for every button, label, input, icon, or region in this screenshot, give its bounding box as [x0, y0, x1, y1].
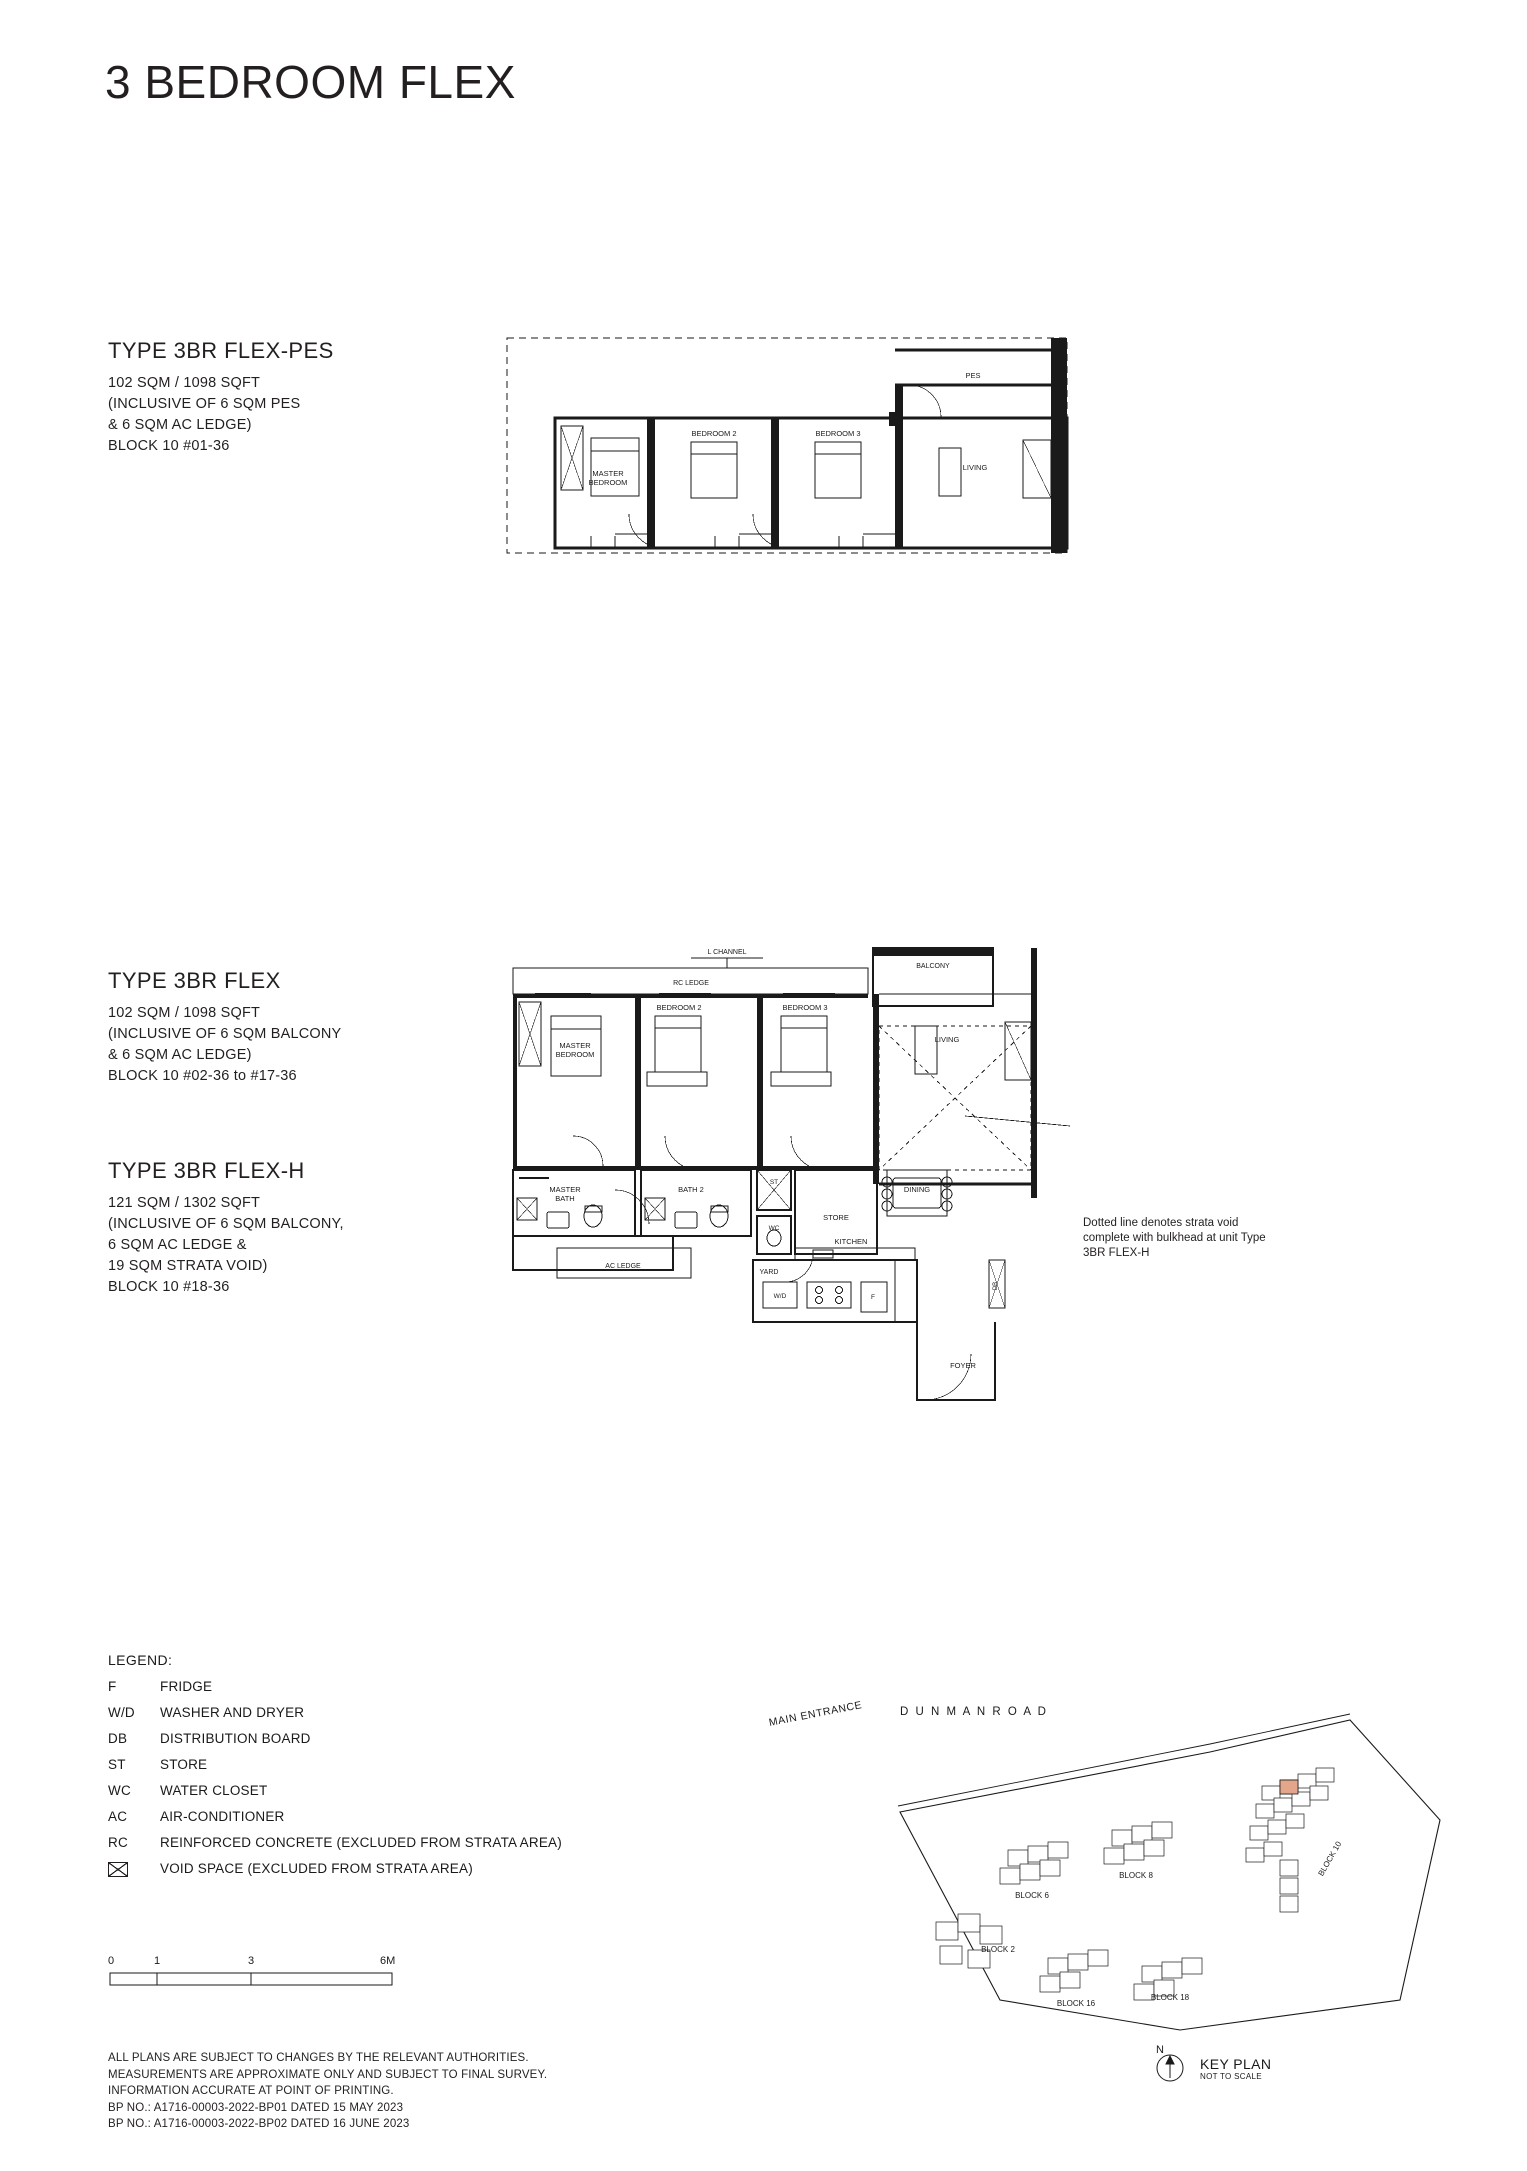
legend-item — [108, 1835, 628, 1850]
strata-void-callout: Dotted line denotes strata void complete with bulkhead at unit Type 3BR FLEX-H — [1083, 1217, 1266, 1259]
void-space-icon — [108, 1862, 128, 1877]
type-detail-line: (INCLUSIVE OF 6 SQM BALCONY, — [108, 1216, 344, 1232]
svg-text:L CHANNEL: L CHANNEL — [707, 949, 747, 956]
scale-bar-labels — [108, 1955, 408, 1969]
legend-key: DB — [108, 1731, 128, 1746]
footer-line: BP NO.: A1716-00003-2022-BP02 DATED 16 JUNE 2023 — [108, 2118, 410, 2130]
type-detail-line: 102 SQM / 1098 SQFT — [108, 1005, 261, 1021]
svg-text:DINING: DINING — [903, 1185, 931, 1194]
type-name: TYPE 3BR FLEX-H — [108, 1158, 305, 1183]
legend-item — [108, 1705, 628, 1720]
type-block-3br-flex-h — [108, 1158, 438, 1298]
svg-text:ST: ST — [769, 1179, 779, 1186]
legend-item — [108, 1731, 628, 1746]
legend-key: W/D — [108, 1705, 135, 1720]
type-block-3br-flex-pes — [108, 338, 438, 457]
svg-text:KITCHEN: KITCHEN — [834, 1237, 868, 1246]
scale-tick-label: 1 — [154, 1955, 161, 1967]
svg-text:W/D: W/D — [773, 1293, 787, 1300]
legend-value: AIR-CONDITIONER — [160, 1809, 285, 1824]
type-detail-line: 121 SQM / 1302 SQFT — [108, 1195, 261, 1211]
legend-value: STORE — [160, 1757, 208, 1772]
legend-value: FRIDGE — [160, 1679, 213, 1694]
keyplan-block-label: BLOCK 16 — [1056, 1999, 1096, 2008]
type-detail-line: & 6 SQM AC LEDGE) — [108, 1047, 252, 1063]
type-detail-line: BLOCK 10 #02-36 to #17-36 — [108, 1068, 297, 1084]
key-plan — [767, 1699, 1480, 2120]
svg-text:BEDROOM 3: BEDROOM 3 — [815, 429, 861, 438]
legend-key: F — [108, 1679, 117, 1694]
page-title: 3 BEDROOM FLEX — [105, 56, 516, 108]
keyplan-road-label: D U N M A N R O A D — [900, 1706, 1048, 1718]
legend-item — [108, 1757, 628, 1772]
keyplan-block-label: BLOCK 8 — [1119, 1871, 1153, 1880]
legend — [108, 1652, 628, 1891]
legend-value: DISTRIBUTION BOARD — [160, 1731, 311, 1746]
svg-text:BATH 2: BATH 2 — [678, 1185, 704, 1194]
type-name: TYPE 3BR FLEX — [108, 968, 281, 993]
footer-line: MEASUREMENTS ARE APPROXIMATE ONLY AND SUBJECT TO FINAL SURVEY. — [108, 2068, 548, 2081]
svg-text:RC LEDGE: RC LEDGE — [673, 980, 709, 987]
svg-text:MASTER: MASTER — [549, 1185, 581, 1194]
footer-line: INFORMATION ACCURATE AT POINT OF PRINTING. — [108, 2085, 394, 2097]
keyplan-main-entrance-label: MAIN ENTRANCE — [767, 1699, 864, 1729]
legend-value: WASHER AND DRYER — [160, 1705, 305, 1720]
svg-text:MASTER: MASTER — [559, 1041, 591, 1050]
keyplan-block-label: BLOCK 6 — [1015, 1891, 1049, 1900]
legend-key: WC — [108, 1783, 131, 1798]
legend-item — [108, 1809, 628, 1824]
legend-item — [108, 1861, 628, 1880]
scale-tick-label: 3 — [248, 1955, 255, 1967]
legend-key — [108, 1861, 160, 1880]
svg-text:FOYER: FOYER — [950, 1361, 976, 1370]
keyplan-block-label: BLOCK 2 — [981, 1945, 1015, 1954]
footer-line: ALL PLANS ARE SUBJECT TO CHANGES BY THE RELEVANT AUTHORITIES. — [108, 2052, 529, 2064]
legend-key: RC — [108, 1835, 128, 1850]
svg-text:BALCONY: BALCONY — [916, 963, 950, 970]
legend-value: VOID SPACE (EXCLUDED FROM STRATA AREA) — [160, 1861, 473, 1876]
svg-text:BEDROOM 2: BEDROOM 2 — [656, 1003, 702, 1012]
legend-key: AC — [108, 1809, 128, 1824]
type-detail-line: & 6 SQM AC LEDGE) — [108, 417, 252, 433]
keyplan-block-label: BLOCK 18 — [1150, 1993, 1190, 2002]
footer-line: BP NO.: A1716-00003-2022-BP01 DATED 15 MAY 2023 — [108, 2101, 404, 2114]
legend-title: LEGEND: — [108, 1652, 173, 1668]
legend-item — [108, 1679, 628, 1694]
svg-text:PES: PES — [965, 371, 981, 380]
svg-text:BEDROOM: BEDROOM — [588, 478, 628, 487]
type-detail-line: (INCLUSIVE OF 6 SQM PES — [108, 396, 301, 412]
scale-tick-label: 0 — [108, 1955, 115, 1967]
keyplan-title: KEY PLAN NOT TO SCALE — [1200, 2056, 1272, 2081]
scale-tick-label: 6M — [380, 1955, 396, 1967]
svg-text:BEDROOM: BEDROOM — [555, 1050, 595, 1059]
svg-text:WC: WC — [768, 1225, 780, 1232]
legend-value: REINFORCED CONCRETE (EXCLUDED FROM STRATA AREA) — [160, 1835, 562, 1850]
svg-text:YARD: YARD — [759, 1269, 779, 1276]
type-name: TYPE 3BR FLEX-PES — [108, 338, 334, 363]
svg-text:BEDROOM 3: BEDROOM 3 — [782, 1003, 828, 1012]
svg-text:STORE: STORE — [823, 1213, 849, 1222]
footer-notes — [108, 2050, 758, 2133]
svg-text:LIVING: LIVING — [962, 463, 988, 472]
svg-text:BATH: BATH — [555, 1194, 575, 1203]
floorplan-3br-flex-pes — [495, 330, 1095, 580]
svg-text:BEDROOM 2: BEDROOM 2 — [691, 429, 737, 438]
floorplan-3br-flex — [495, 930, 1115, 1530]
type-detail-line: (INCLUSIVE OF 6 SQM BALCONY — [108, 1026, 342, 1042]
north-label: N — [1156, 2044, 1164, 2056]
type-block-3br-flex — [108, 968, 438, 1087]
type-detail-line: 19 SQM STRATA VOID) — [108, 1258, 268, 1274]
scale-bar-graphic — [108, 1969, 408, 1989]
svg-text:LIVING: LIVING — [934, 1035, 960, 1044]
type-detail-line: BLOCK 10 #01-36 — [108, 438, 230, 454]
legend-item — [108, 1783, 628, 1798]
legend-key: ST — [108, 1757, 126, 1772]
keyplan-block-label: BLOCK 10 — [1316, 1839, 1344, 1878]
svg-text:F: F — [871, 1294, 875, 1301]
legend-value: WATER CLOSET — [160, 1783, 268, 1798]
type-detail-line: BLOCK 10 #18-36 — [108, 1279, 230, 1295]
type-detail-line: 102 SQM / 1098 SQFT — [108, 375, 261, 391]
type-detail-line: 6 SQM AC LEDGE & — [108, 1237, 247, 1253]
svg-text:DB: DB — [993, 1281, 999, 1291]
scale-bar — [108, 1955, 408, 1994]
svg-text:AC LEDGE: AC LEDGE — [605, 1263, 641, 1270]
svg-text:MASTER: MASTER — [592, 469, 624, 478]
